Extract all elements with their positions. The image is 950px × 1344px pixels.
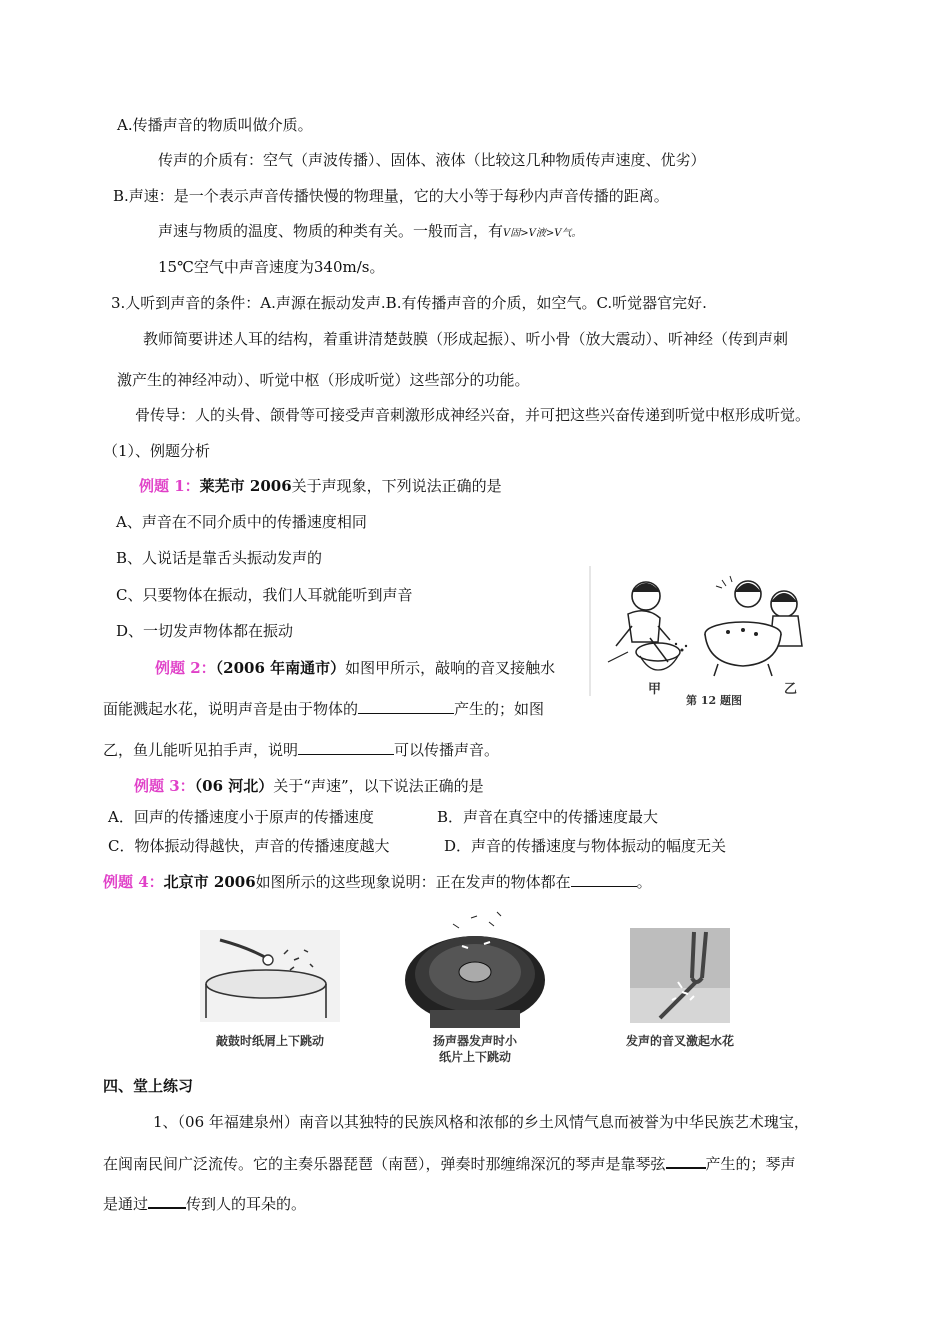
example1-option-d: D、一切发声物体都在振动 xyxy=(116,622,294,640)
speaker-caption-2: 纸片上下跳动 xyxy=(438,1050,511,1064)
example2-line3: 乙，鱼儿能听见拍手声，说明 可以传播声音。 xyxy=(103,741,500,759)
exercise1-line2: 在闽南民间广泛流传。它的主奏乐器琵琶（南琶），弹奏时那缠绵深沉的琴声是靠琴弦 产生的；琴声 xyxy=(103,1155,796,1173)
line-bone-conduction: 骨传导：人的头骨、颌骨等可接受声音刺激形成神经兴奋，并可把这些兴奋传递到听觉中枢形成听觉。 xyxy=(135,406,811,424)
speaker-figure xyxy=(400,912,550,1032)
example3-option-c: C．物体振动得越快，声音的传播速度越大 xyxy=(108,837,390,855)
example4-stem: 例题 4：北京市 2006如图所示的这些现象说明：正在发声的物体都在 。 xyxy=(103,873,652,891)
exercise1-line1: 1、（06 年福建泉州）南音以其独特的民族风格和浓郁的乡土风情气息而被誉为中华民族艺术瑰宝， xyxy=(153,1113,809,1131)
example3-option-a: A．回声的传播速度小于原声的传播速度 xyxy=(108,808,374,826)
example3-option-d: D．声音的传播速度与物体振动的幅度无关 xyxy=(444,837,727,855)
line-speed-factors: 声速与物质的温度、物质的种类有关。一般而言，有V固>V液>V气。 xyxy=(158,222,582,240)
example2-stem: 例题 2：（2006 年南通市）如图甲所示，敲响的音叉接触水 xyxy=(155,659,556,677)
line-medium-definition: A.传播声音的物质叫做介质。 xyxy=(117,116,313,134)
exercise1-line3: 是通过 传到人的耳朵的。 xyxy=(103,1195,307,1213)
line-ear-structure-1: 教师简要讲述人耳的结构，着重讲清楚鼓膜（形成起振）、听小骨（放大震动）、听神经（传到声刺 xyxy=(143,330,789,348)
line-hearing-conditions: 3.人听到声音的条件：A.声源在振动发声.B.有传播声音的介质，如空气。C.听觉器官完好. xyxy=(111,294,707,312)
section-example-analysis: （1）、例题分析 xyxy=(103,442,211,460)
example1-option-c: C、只要物体在振动，我们人耳就能听到声音 xyxy=(116,586,413,604)
tuning-fork-caption: 发声的音叉激起水花 xyxy=(625,1034,734,1048)
section-class-exercise: 四、堂上练习 xyxy=(103,1077,194,1095)
line-media-types: 传声的介质有：空气（声波传播）、固体、液体（比较这几种物质传声速度、优劣） xyxy=(158,151,706,169)
figure-caption-cut: 第 12 题图 xyxy=(686,694,742,707)
example3-option-b: B．声音在真空中的传播速度最大 xyxy=(437,808,659,826)
example1-option-b: B、人说话是靠舌头振动发声的 xyxy=(116,549,323,567)
figure-label-jia: 甲 xyxy=(648,682,662,697)
example1-stem: 例题 1：莱芜市 2006关于声现象，下列说法正确的是 xyxy=(139,477,502,495)
example3-stem: 例题 3：（06 河北）关于“声速”，以下说法正确的是 xyxy=(134,777,484,795)
drum-caption: 敲鼓时纸屑上下跳动 xyxy=(215,1034,324,1048)
line-speed-value: 15℃空气中声音速度为340m/s。 xyxy=(158,258,385,276)
speaker-caption-1: 扬声器发声时小 xyxy=(432,1034,517,1048)
example1-option-a: A、声音在不同介质中的传播速度相同 xyxy=(116,513,367,531)
line-ear-structure-2: 激产生的神经冲动）、听觉中枢（形成听觉）这些部分的功能。 xyxy=(117,371,530,389)
figure-label-yi: 乙 xyxy=(784,682,798,697)
example2-line2: 面能溅起水花，说明声音是由于物体的 产生的；如图 xyxy=(103,700,545,718)
drum-figure xyxy=(200,930,340,1022)
tuning-fork-figure xyxy=(630,928,730,1023)
line-speed-definition: B.声速：是一个表示声音传播快慢的物理量，它的大小等于每秒内声音传播的距离。 xyxy=(113,187,669,205)
example2-figure xyxy=(588,566,824,707)
